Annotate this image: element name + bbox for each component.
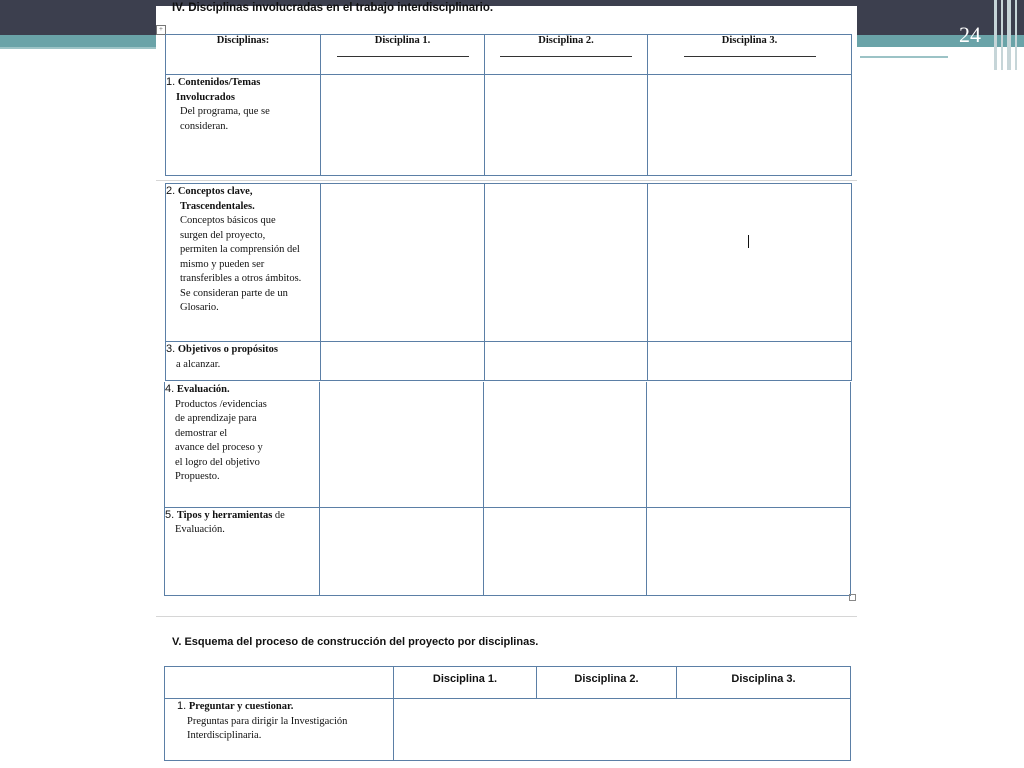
page-separator: [156, 616, 857, 617]
table-move-handle-icon[interactable]: +: [156, 25, 166, 35]
row-label-conceptos-clave: 2. Conceptos clave, Trascendentales. Conceptos básicos que surgen del proyecto, permiten la comprensión del mismo y pueden ser transferibles a otros ámbitos. Se consideran parte de un Glosario.: [166, 184, 321, 342]
table-resize-handle-icon[interactable]: [849, 594, 856, 601]
row-label-objetivos: 3. Objetivos o propósitos a alcanzar.: [166, 342, 321, 381]
cell-disciplina-1[interactable]: [320, 507, 484, 595]
header-empty: [165, 667, 394, 699]
slide-number: 24: [959, 22, 981, 47]
header-disciplina-3: Disciplina 3.: [677, 667, 851, 699]
document-page: [156, 2, 857, 768]
table-row: [166, 342, 852, 381]
row-label-tipos-herramientas: 5. Tipos y herramientas de Evaluación.: [165, 507, 320, 595]
cell-disciplinas-merged[interactable]: [394, 699, 851, 761]
row-label-evaluacion: 4. Evaluación. Productos /evidencias de aprendizaje para demostrar el avance del proceso y el logro del objetivo Propuesto.: [165, 382, 320, 507]
table-header-row: [165, 667, 851, 699]
process-scheme-table: [164, 666, 851, 761]
cell-disciplina-2[interactable]: [485, 342, 648, 381]
section-v-heading: V. Esquema del proceso de construcción del proyecto por disciplinas.: [172, 636, 539, 648]
cell-disciplina-1[interactable]: [321, 75, 485, 176]
cell-disciplina-1[interactable]: [320, 382, 484, 507]
disciplines-table-continued: [165, 183, 852, 381]
table-row: [165, 699, 851, 761]
disciplines-table: [165, 34, 852, 176]
cell-disciplina-2[interactable]: [484, 382, 647, 507]
header-disciplina-1: Disciplina 1.: [394, 667, 537, 699]
cell-disciplina-2[interactable]: [485, 184, 648, 342]
table-row: [165, 382, 851, 507]
cell-disciplina-1[interactable]: [321, 342, 485, 381]
table-row: [166, 184, 852, 342]
header-disciplinas: Disciplinas:: [166, 35, 321, 75]
cell-disciplina-2[interactable]: [485, 75, 648, 176]
header-disciplina-2: Disciplina 2.: [537, 667, 677, 699]
cell-disciplina-2[interactable]: [484, 507, 647, 595]
header-disciplina-1: Disciplina 1.: [321, 35, 485, 75]
row-label-contenidos: 1. Contenidos/Temas Involucrados Del programa, que se consideran.: [166, 75, 321, 176]
table-row: [166, 75, 852, 176]
cell-disciplina-3[interactable]: [648, 342, 852, 381]
page-separator: [156, 180, 857, 181]
cell-disciplina-3[interactable]: [648, 75, 852, 176]
header-disciplina-2: Disciplina 2.: [485, 35, 648, 75]
disciplines-table-evaluation: [164, 382, 851, 596]
table-row: [165, 507, 851, 595]
section-iv-heading: IV. Disciplinas involucradas en el trabajo interdisciplinario.: [172, 2, 494, 14]
cell-disciplina-3[interactable]: [648, 184, 852, 342]
header-disciplina-3: Disciplina 3.: [648, 35, 852, 75]
row-label-preguntar: 1. Preguntar y cuestionar. Preguntas para dirigir la Investigación Interdisciplinaria.: [165, 699, 394, 761]
slide-accent-line: [0, 47, 160, 49]
cell-disciplina-1[interactable]: [321, 184, 485, 342]
slide-accent-line-right: [860, 56, 948, 58]
cell-disciplina-3[interactable]: [647, 507, 851, 595]
text-cursor-icon: [748, 235, 749, 248]
cell-disciplina-3[interactable]: [647, 382, 851, 507]
table-header-row: [166, 35, 852, 75]
